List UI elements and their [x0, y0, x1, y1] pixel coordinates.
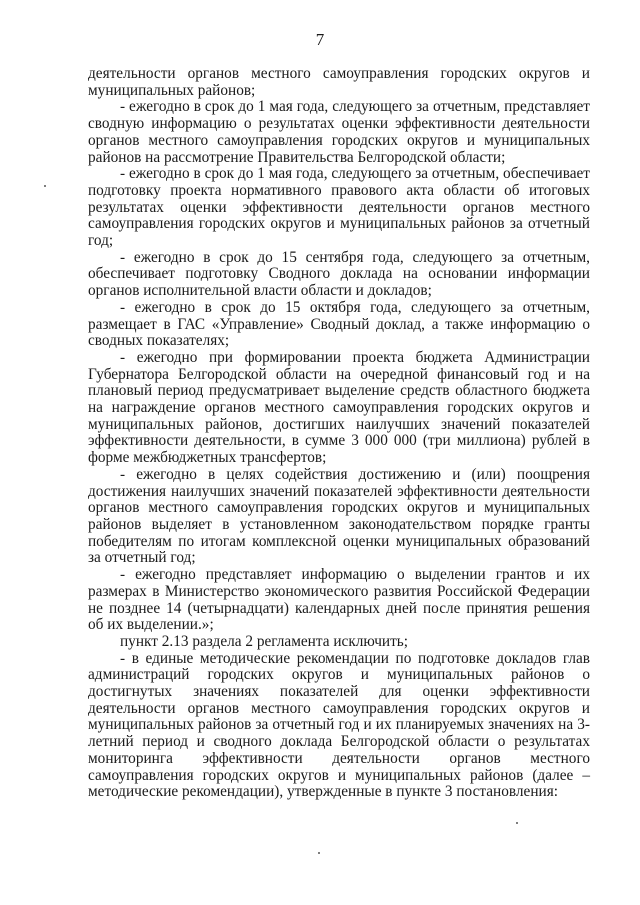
scan-speck — [318, 852, 320, 854]
paragraph: пункт 2.13 раздела 2 регламента исключить; — [120, 632, 409, 650]
document-body — [88, 66, 590, 801]
paragraph: - ежегодно в срок до 15 октября года, следующего за отчетным, размещает в ГАС «Управление» Сводный доклад, а также информацию о сводных показателях; — [88, 298, 590, 350]
paragraph: - ежегодно в срок до 15 сентября года, следующего за отчетным, обеспечивает подготовку Сводного доклада на основании информации органов исполнительной власти области и докладов; — [88, 248, 590, 300]
page-number: 7 — [315, 30, 325, 49]
scan-speck — [44, 185, 46, 187]
paragraph: - ежегодно представляет информацию о выделении грантов и их размерах в Министерство экономического развития Российской Федерации не позднее 14 (четырнадцати) календарных дней после принятия решения об их выделении.»; — [88, 566, 590, 634]
paragraph: - ежегодно в срок до 1 мая года, следующего за отчетным, обеспечивает подготовку проекта нормативного правового акта области об итоговых результатах оценки эффективности деятельности органов местного самоуправления городских округов и муниципальных районов за отчетный год; — [88, 165, 590, 250]
paragraph: - ежегодно в целях содействия достижению и (или) поощрения достижения наилучших значений показателей эффективности деятельности органов местного самоуправления городских округов и муниципальных районов выделяет в установленном законодательством порядке гранты победителям по итогам комплексной оценки муниципальных образований за отчетный год; — [88, 465, 590, 567]
paragraph: - в единые методические рекомендации по подготовке докладов глав администраций городских округов и муниципальных районов о достигнутых значениях показателей для оценки эффективности деятельности органов местного самоуправления городских округов и муниципальных районов за отчетный год и их планируемых значениях на 3-летний период и сводного доклада Белгородской области о результатах мониторинга эффективности деятельности органов местного самоуправления городских округов и муниципальных районов (далее – методические рекомендации), утвержденные в пункте 3 постановления: — [88, 649, 590, 801]
paragraph: - ежегодно в срок до 1 мая года, следующего за отчетным, представляет сводную информацию о результатах оценки эффективности деятельности органов местного самоуправления городских округов и муниципальных районов на рассмотрение Правительства Белгородской области; — [88, 98, 590, 166]
paragraph: деятельности органов местного самоуправления городских округов и муниципальных районов; — [88, 65, 590, 99]
paragraph: - ежегодно при формировании проекта бюджета Администрации Губернатора Белгородской области на очередной финансовый год и на плановый период предусматривает выделение средств областного бюджета на награждение органов местного самоуправления городских округов и муниципальных районов, достигших наилучших значений показателей эффективности деятельности, в сумме 3 000 000 (три миллиона) рублей в форме межбюджетных трансфертов; — [88, 348, 590, 467]
scan-speck — [516, 822, 518, 824]
